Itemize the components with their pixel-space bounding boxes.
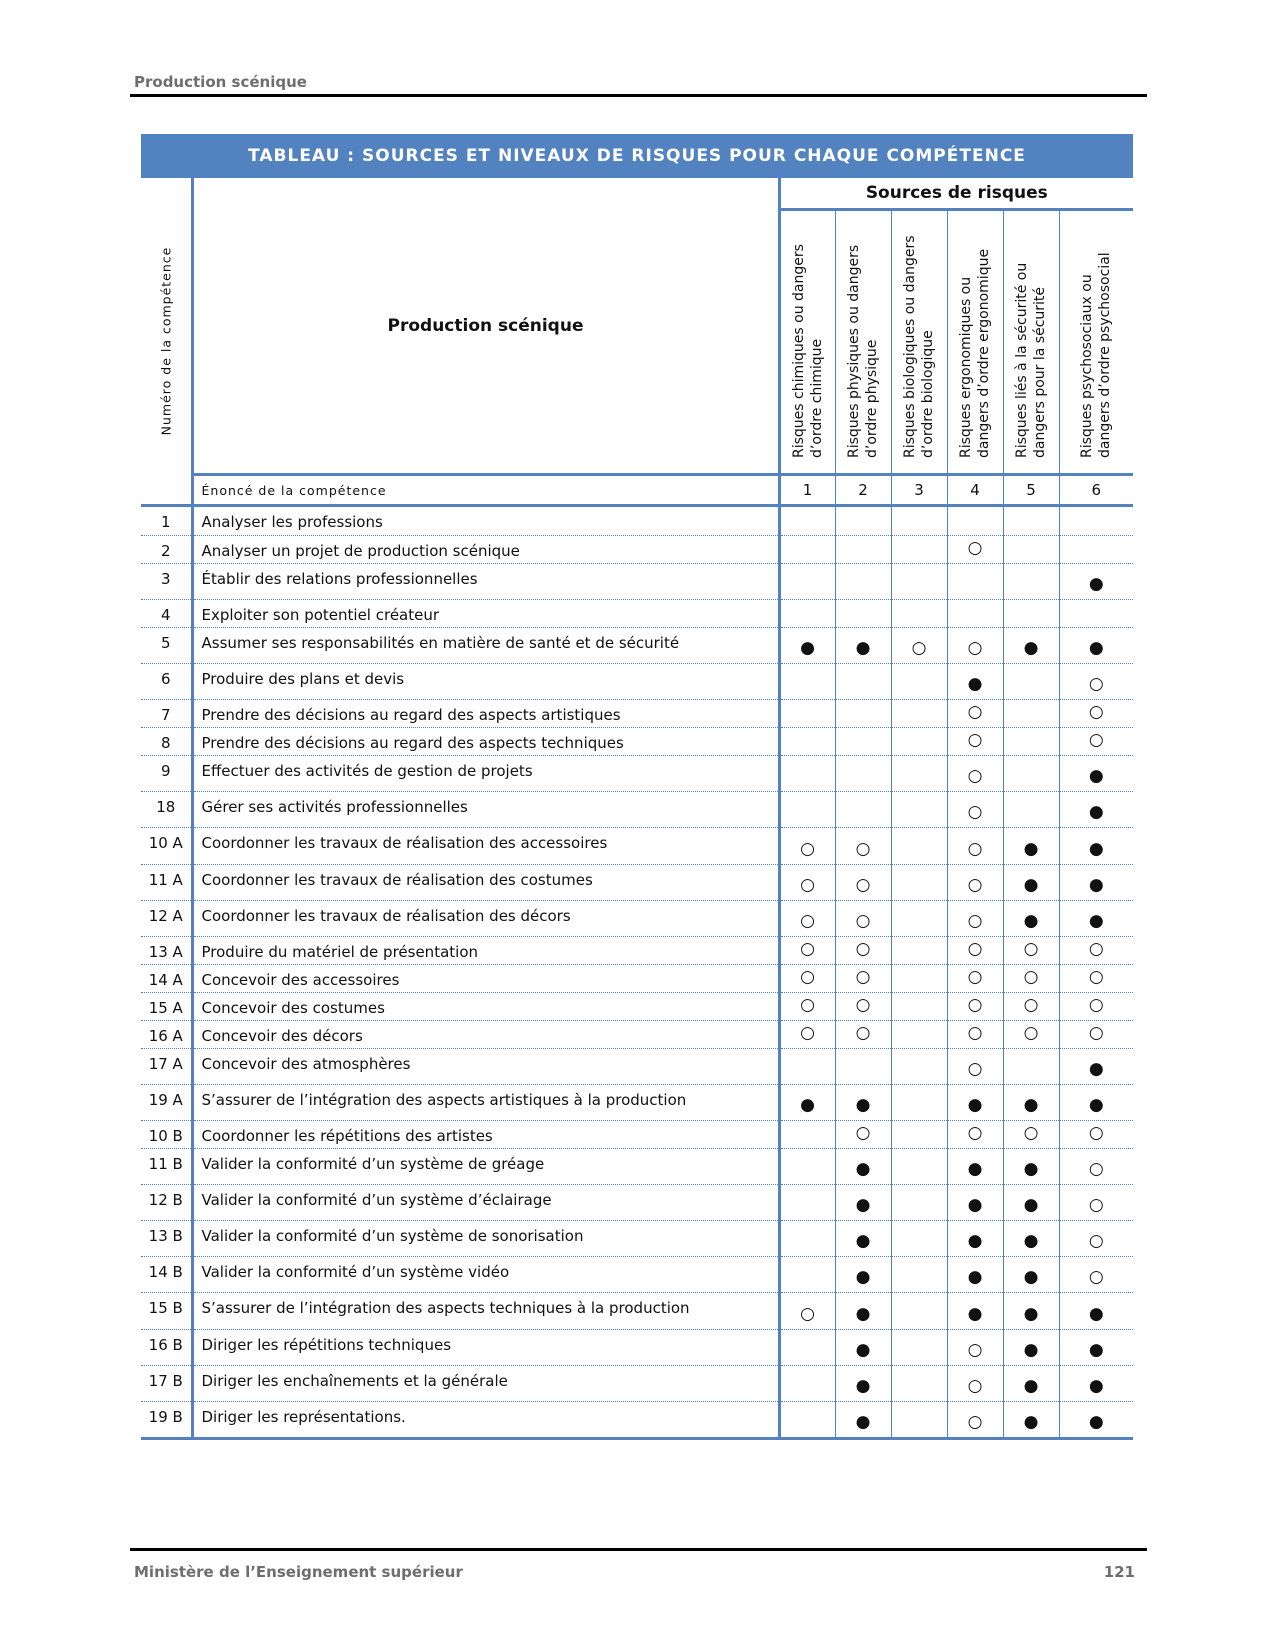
risk-grid (141, 178, 1133, 1440)
risk-level-mark: ○ (947, 937, 1003, 965)
risk-level-mark (1003, 728, 1059, 756)
risk-level-mark: ● (1059, 1366, 1133, 1402)
risk-level-mark: ○ (1059, 700, 1133, 728)
risk-level-mark: ○ (1003, 1021, 1059, 1049)
risk-level-mark (779, 1121, 835, 1149)
competence-statement: S’assurer de l’intégration des aspects techniques à la production (192, 1293, 779, 1330)
program-title: Production scénique (192, 178, 779, 475)
risk-level-mark (779, 728, 835, 756)
table-row (141, 506, 1133, 536)
footer-publisher: Ministère de l’Enseignement supérieur (134, 1563, 463, 1581)
risk-level-mark (779, 536, 835, 564)
risk-level-mark: ○ (947, 1021, 1003, 1049)
risk-level-mark: ○ (835, 901, 891, 937)
competence-statement: S’assurer de l’intégration des aspects artistiques à la production (192, 1085, 779, 1121)
competence-number: 8 (141, 728, 192, 756)
table-row (141, 1221, 1133, 1257)
table-row (141, 865, 1133, 901)
table-row (141, 1402, 1133, 1439)
risk-level-mark: ○ (835, 828, 891, 865)
risk-level-mark: ○ (835, 993, 891, 1021)
competence-statement: Coordonner les travaux de réalisation des costumes (192, 865, 779, 901)
competence-number: 15 A (141, 993, 192, 1021)
risk-level-mark: ○ (835, 937, 891, 965)
table-row (141, 756, 1133, 792)
risk-level-mark: ● (1003, 1185, 1059, 1221)
risk-level-mark (891, 828, 947, 865)
risk-level-mark: ○ (779, 828, 835, 865)
risk-column-header (779, 210, 835, 475)
risk-level-mark: ● (1003, 1402, 1059, 1439)
risk-table (141, 134, 1133, 1440)
risk-level-mark (779, 664, 835, 700)
risk-level-mark: ○ (1059, 993, 1133, 1021)
table-row (141, 564, 1133, 600)
risk-level-mark: ● (835, 1402, 891, 1439)
competence-number: 5 (141, 628, 192, 664)
risk-level-mark: ● (779, 628, 835, 664)
table-row (141, 901, 1133, 937)
competence-number: 10 A (141, 828, 192, 865)
risk-column-label: Risques biologiques ou dangers d’ordre biologique (902, 235, 936, 458)
header-rule (130, 94, 1147, 97)
competence-statement: Diriger les représentations. (192, 1402, 779, 1439)
risk-level-mark: ● (947, 1257, 1003, 1293)
risk-level-mark (1003, 756, 1059, 792)
table-row (141, 600, 1133, 628)
risk-level-mark: ○ (779, 865, 835, 901)
competence-number: 12 A (141, 901, 192, 937)
risk-level-mark: ○ (947, 1049, 1003, 1085)
risk-level-mark: ● (1059, 865, 1133, 901)
risk-level-mark: ○ (779, 1293, 835, 1330)
risk-level-mark (891, 1330, 947, 1366)
competence-number: 19 A (141, 1085, 192, 1121)
risk-level-mark (779, 1049, 835, 1085)
table-row (141, 792, 1133, 828)
risk-level-mark: ● (947, 1293, 1003, 1330)
competence-number: 14 A (141, 965, 192, 993)
risk-level-mark (891, 1257, 947, 1293)
risk-level-mark: ● (1003, 828, 1059, 865)
risk-level-mark (891, 600, 947, 628)
risk-level-mark: ○ (1059, 1221, 1133, 1257)
risk-level-mark (779, 1185, 835, 1221)
competence-number: 10 B (141, 1121, 192, 1149)
risk-level-mark: ○ (779, 1021, 835, 1049)
competence-number: 4 (141, 600, 192, 628)
risk-column-label: Risques psychosociaux ou dangers d’ordre psychosocial (1079, 252, 1114, 458)
risk-column-number: 1 (779, 475, 835, 506)
risk-level-mark: ○ (947, 756, 1003, 792)
risk-level-mark (947, 600, 1003, 628)
risk-level-mark (891, 1021, 947, 1049)
risk-level-mark: ○ (1059, 965, 1133, 993)
risk-level-mark: ○ (779, 965, 835, 993)
table-title: TABLEAU : SOURCES ET NIVEAUX DE RISQUES POUR CHAQUE COMPÉTENCE (141, 134, 1133, 178)
risk-level-mark: ○ (1059, 937, 1133, 965)
risk-level-mark: ○ (1003, 1121, 1059, 1149)
risk-level-mark (947, 506, 1003, 536)
risk-level-mark (1003, 700, 1059, 728)
risk-level-mark (891, 1121, 947, 1149)
risk-level-mark (835, 792, 891, 828)
table-row (141, 965, 1133, 993)
risk-level-mark: ○ (779, 993, 835, 1021)
risk-level-mark (779, 506, 835, 536)
risk-level-mark (1003, 564, 1059, 600)
competence-statement: Diriger les enchaînements et la générale (192, 1366, 779, 1402)
risk-level-mark: ● (947, 1185, 1003, 1221)
risk-level-mark (891, 1221, 947, 1257)
risk-level-mark (1003, 600, 1059, 628)
competence-statement: Coordonner les travaux de réalisation des accessoires (192, 828, 779, 865)
risk-level-mark (891, 728, 947, 756)
competence-statement: Établir des relations professionnelles (192, 564, 779, 600)
competence-statement: Prendre des décisions au regard des aspects techniques (192, 728, 779, 756)
risk-level-mark (835, 1049, 891, 1085)
risk-column-number: 5 (1003, 475, 1059, 506)
risk-level-mark (779, 792, 835, 828)
risk-level-mark: ○ (947, 700, 1003, 728)
risk-level-mark: ● (1059, 628, 1133, 664)
table-row (141, 728, 1133, 756)
risk-level-mark (891, 536, 947, 564)
risk-level-mark: ○ (835, 1121, 891, 1149)
competence-statement: Assumer ses responsabilités en matière de santé et de sécurité (192, 628, 779, 664)
risk-level-mark: ● (1003, 628, 1059, 664)
risk-level-mark: ○ (1003, 993, 1059, 1021)
risk-level-mark: ○ (1003, 937, 1059, 965)
risk-level-mark: ○ (947, 828, 1003, 865)
competence-number: 18 (141, 792, 192, 828)
table-row (141, 536, 1133, 564)
risk-column-header (891, 210, 947, 475)
competence-number: 17 B (141, 1366, 192, 1402)
competence-statement: Analyser les professions (192, 506, 779, 536)
risk-level-mark: ● (835, 1149, 891, 1185)
risk-level-mark (891, 1293, 947, 1330)
competence-statement: Concevoir des costumes (192, 993, 779, 1021)
competence-statement: Valider la conformité d’un système de gréage (192, 1149, 779, 1185)
competence-statement: Valider la conformité d’un système vidéo (192, 1257, 779, 1293)
risk-level-mark: ● (1059, 901, 1133, 937)
risk-level-mark (891, 1049, 947, 1085)
table-row (141, 1149, 1133, 1185)
risk-level-mark: ● (779, 1085, 835, 1121)
number-header-label: Numéro de la compétence (158, 246, 174, 436)
risk-level-mark: ○ (947, 792, 1003, 828)
risk-level-mark: ○ (947, 536, 1003, 564)
risk-level-mark (891, 564, 947, 600)
risk-level-mark (835, 728, 891, 756)
risk-level-mark (891, 664, 947, 700)
risk-level-mark: ● (947, 1149, 1003, 1185)
risk-level-mark (1003, 1049, 1059, 1085)
risk-level-mark: ○ (947, 1121, 1003, 1149)
table-row (141, 700, 1133, 728)
risk-level-mark: ○ (835, 865, 891, 901)
risk-level-mark (835, 756, 891, 792)
risk-level-mark (779, 600, 835, 628)
risk-level-mark: ● (1003, 1149, 1059, 1185)
table-row (141, 1049, 1133, 1085)
competence-number: 3 (141, 564, 192, 600)
competence-statement: Valider la conformité d’un système de sonorisation (192, 1221, 779, 1257)
risk-level-mark: ○ (947, 965, 1003, 993)
competence-number: 16 A (141, 1021, 192, 1049)
risk-level-mark (779, 1221, 835, 1257)
risk-level-mark: ○ (1059, 1257, 1133, 1293)
risk-level-mark: ○ (779, 937, 835, 965)
competence-statement: Analyser un projet de production scénique (192, 536, 779, 564)
table-row (141, 1021, 1133, 1049)
risk-level-mark: ● (1059, 564, 1133, 600)
risk-column-label: Risques chimiques ou dangers d’ordre chimique (790, 244, 825, 458)
competence-number: 12 B (141, 1185, 192, 1221)
risk-level-mark (1003, 792, 1059, 828)
risk-level-mark: ○ (779, 901, 835, 937)
risk-level-mark: ○ (947, 865, 1003, 901)
risk-level-mark: ● (1059, 792, 1133, 828)
risk-level-mark: ● (1059, 828, 1133, 865)
risk-level-mark: ● (1059, 1293, 1133, 1330)
risk-level-mark: ○ (1003, 965, 1059, 993)
risk-level-mark (779, 564, 835, 600)
risk-level-mark (891, 506, 947, 536)
competence-number: 7 (141, 700, 192, 728)
risk-level-mark (891, 1366, 947, 1402)
risk-column-number: 2 (835, 475, 891, 506)
risk-level-mark (891, 865, 947, 901)
competence-number: 2 (141, 536, 192, 564)
competence-statement: Concevoir des atmosphères (192, 1049, 779, 1085)
competence-number: 17 A (141, 1049, 192, 1085)
risk-level-mark (1059, 536, 1133, 564)
competence-statement: Exploiter son potentiel créateur (192, 600, 779, 628)
risk-level-mark (891, 1085, 947, 1121)
risk-level-mark: ○ (1059, 664, 1133, 700)
risk-column-number: 6 (1059, 475, 1133, 506)
competence-statement: Concevoir des décors (192, 1021, 779, 1049)
risk-column-label: Risques physiques ou dangers d’ordre physique (846, 244, 880, 458)
table-row (141, 1293, 1133, 1330)
risk-level-mark (779, 1149, 835, 1185)
risk-level-mark: ○ (835, 965, 891, 993)
risk-level-mark (1003, 506, 1059, 536)
risk-level-mark (779, 756, 835, 792)
risk-level-mark: ● (1003, 1257, 1059, 1293)
risk-level-mark: ● (1003, 1221, 1059, 1257)
competence-statement: Produire des plans et devis (192, 664, 779, 700)
risk-column-label: Risques liés à la sécurité ou dangers pour la sécurité (1014, 262, 1048, 458)
risk-level-mark: ● (835, 1293, 891, 1330)
running-header: Production scénique (134, 73, 307, 91)
risk-level-mark (1003, 664, 1059, 700)
risk-level-mark: ● (947, 664, 1003, 700)
risk-level-mark: ○ (947, 1330, 1003, 1366)
competence-statement: Prendre des décisions au regard des aspects artistiques (192, 700, 779, 728)
risk-level-mark: ○ (947, 1366, 1003, 1402)
risk-column-label: Risques ergonomiques ou dangers d’ordre ergonomique (958, 248, 992, 458)
risk-level-mark (835, 564, 891, 600)
risk-level-mark: ○ (1059, 1185, 1133, 1221)
risk-level-mark: ○ (947, 1402, 1003, 1439)
risk-column-number: 4 (947, 475, 1003, 506)
competence-number: 1 (141, 506, 192, 536)
risk-level-mark (835, 506, 891, 536)
competence-number: 15 B (141, 1293, 192, 1330)
risk-level-mark: ○ (947, 728, 1003, 756)
risk-level-mark (779, 1402, 835, 1439)
risk-level-mark: ● (1059, 1085, 1133, 1121)
risk-level-mark (835, 600, 891, 628)
risk-level-mark: ● (1059, 1330, 1133, 1366)
risk-level-mark: ○ (835, 1021, 891, 1049)
risk-level-mark: ● (1003, 1293, 1059, 1330)
competence-number: 14 B (141, 1257, 192, 1293)
risk-level-mark: ● (835, 1330, 891, 1366)
risk-level-mark (779, 1257, 835, 1293)
risk-level-mark: ○ (1059, 1149, 1133, 1185)
competence-number: 9 (141, 756, 192, 792)
risk-level-mark (891, 993, 947, 1021)
competence-statement: Valider la conformité d’un système d’éclairage (192, 1185, 779, 1221)
risk-level-mark (779, 1366, 835, 1402)
risk-level-mark: ● (947, 1085, 1003, 1121)
risk-level-mark: ○ (891, 628, 947, 664)
risk-level-mark: ● (835, 1221, 891, 1257)
page-number: 121 (1103, 1563, 1135, 1581)
risk-level-mark (891, 901, 947, 937)
competence-statement: Produire du matériel de présentation (192, 937, 779, 965)
competence-statement: Gérer ses activités professionnelles (192, 792, 779, 828)
risk-level-mark (1003, 536, 1059, 564)
risk-level-mark (891, 937, 947, 965)
risk-column-header (1059, 210, 1133, 475)
risk-level-mark: ● (1003, 1366, 1059, 1402)
competence-statement: Effectuer des activités de gestion de projets (192, 756, 779, 792)
risk-level-mark (891, 1149, 947, 1185)
table-row (141, 1366, 1133, 1402)
risk-level-mark: ● (1059, 756, 1133, 792)
competence-number: 13 B (141, 1221, 192, 1257)
sources-header: Sources de risques (779, 178, 1133, 210)
risk-level-mark (835, 664, 891, 700)
table-row (141, 1121, 1133, 1149)
risk-level-mark: ● (835, 1257, 891, 1293)
competence-number: 11 B (141, 1149, 192, 1185)
risk-level-mark (835, 536, 891, 564)
risk-level-mark: ○ (1059, 728, 1133, 756)
risk-column-header (1003, 210, 1059, 475)
risk-level-mark (891, 700, 947, 728)
risk-level-mark: ● (947, 1221, 1003, 1257)
risk-level-mark: ● (1003, 865, 1059, 901)
competence-number: 16 B (141, 1330, 192, 1366)
risk-level-mark: ● (1003, 901, 1059, 937)
risk-level-mark: ○ (947, 993, 1003, 1021)
competence-number: 6 (141, 664, 192, 700)
risk-level-mark: ○ (1059, 1021, 1133, 1049)
risk-level-mark (1059, 600, 1133, 628)
risk-level-mark (891, 1402, 947, 1439)
table-row (141, 828, 1133, 865)
competence-statement: Concevoir des accessoires (192, 965, 779, 993)
competence-number: 11 A (141, 865, 192, 901)
competence-statement: Diriger les répétitions techniques (192, 1330, 779, 1366)
risk-level-mark (779, 1330, 835, 1366)
risk-level-mark (779, 700, 835, 728)
risk-level-mark: ● (835, 1185, 891, 1221)
table-row (141, 1185, 1133, 1221)
number-header (141, 178, 192, 506)
risk-column-header (947, 210, 1003, 475)
competence-number: 19 B (141, 1402, 192, 1439)
table-row (141, 1257, 1133, 1293)
competence-statement: Coordonner les travaux de réalisation des décors (192, 901, 779, 937)
risk-level-mark: ● (835, 1366, 891, 1402)
risk-level-mark: ○ (1059, 1121, 1133, 1149)
risk-level-mark: ● (835, 1085, 891, 1121)
table-row (141, 664, 1133, 700)
risk-level-mark: ○ (947, 901, 1003, 937)
risk-level-mark (891, 756, 947, 792)
competence-number: 13 A (141, 937, 192, 965)
table-row (141, 1085, 1133, 1121)
table-row (141, 628, 1133, 664)
risk-level-mark (891, 965, 947, 993)
statement-header: Énoncé de la compétence (192, 475, 779, 506)
risk-level-mark (947, 564, 1003, 600)
table-row (141, 1330, 1133, 1366)
risk-level-mark: ● (1003, 1085, 1059, 1121)
footer-rule (130, 1548, 1147, 1551)
risk-column-number: 3 (891, 475, 947, 506)
risk-level-mark (891, 792, 947, 828)
risk-level-mark: ● (1059, 1049, 1133, 1085)
table-row (141, 993, 1133, 1021)
risk-column-header (835, 210, 891, 475)
risk-level-mark (891, 1185, 947, 1221)
risk-level-mark (1059, 506, 1133, 536)
risk-level-mark: ● (1059, 1402, 1133, 1439)
risk-level-mark: ○ (947, 628, 1003, 664)
risk-level-mark: ● (835, 628, 891, 664)
risk-level-mark: ● (1003, 1330, 1059, 1366)
risk-level-mark (835, 700, 891, 728)
table-row (141, 937, 1133, 965)
competence-statement: Coordonner les répétitions des artistes (192, 1121, 779, 1149)
